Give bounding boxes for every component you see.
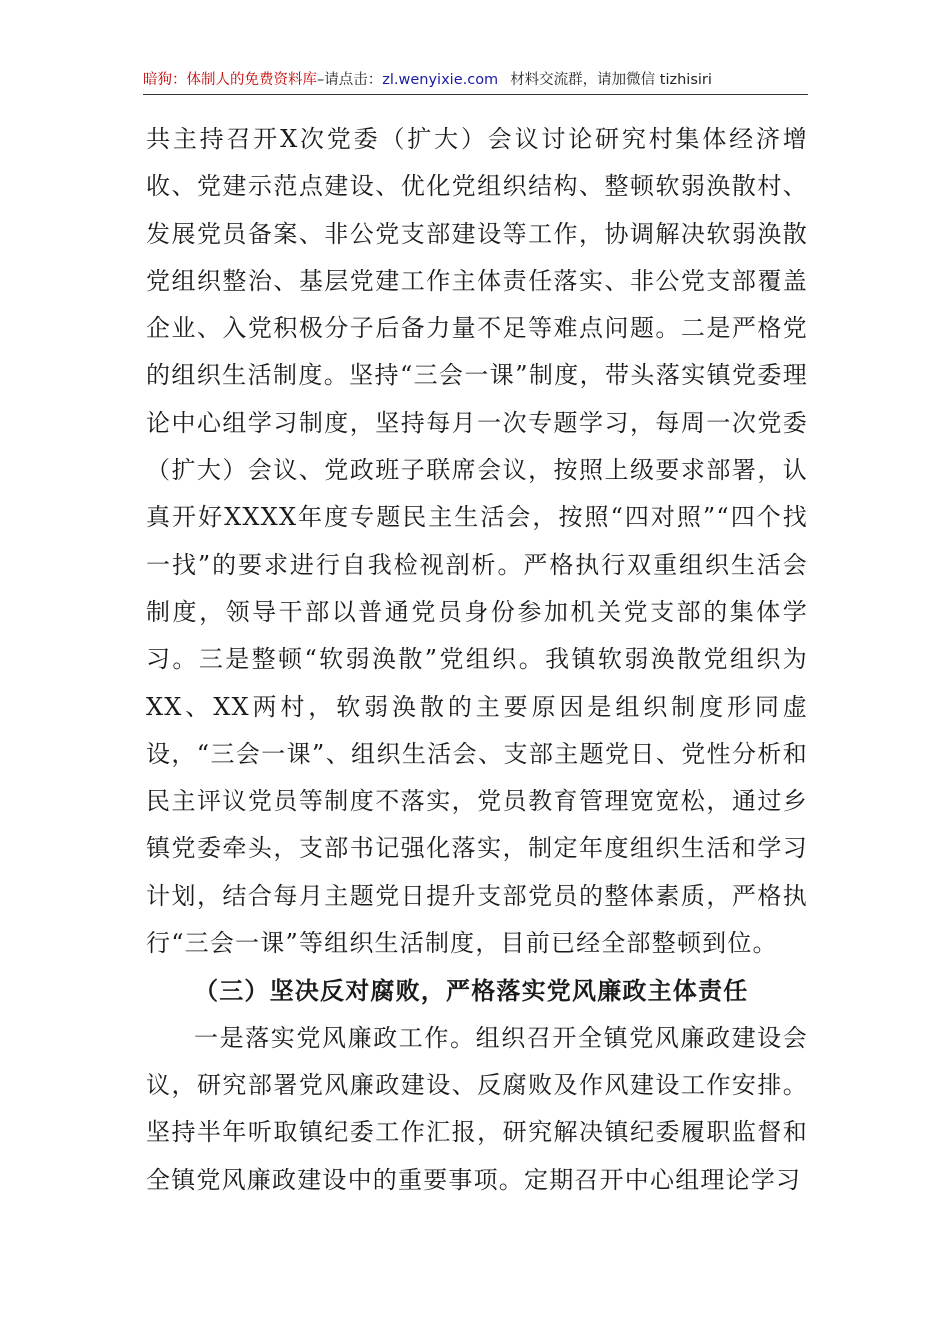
site-url-link[interactable]: zl.wenyixie.com [382, 72, 499, 88]
wechat-note: 材料交流群，请加微信 tizhisiri [510, 72, 712, 88]
site-label: 暗狗：体制人的免费资料库 [143, 72, 317, 88]
body-paragraph: 共主持召开X次党委（扩大）会议讨论研究村集体经济增收、党建示范点建设、优化党组织结构、整顿软弱涣散村、发展党员备案、非公党支部建设等工作，协调解决软弱涣散党组织整治、基层党建工作主体责任落实、非公党支部覆盖企业、入党积极分子后备力量不足等难点问题。二是严格党的组织生活制度。坚持“三会一课”制度，带头落实镇党委理论中心组学习制度，坚持每月一次专题学习，每周一次党委（扩大）会议、党政班子联席会议，按照上级要求部署，认真开好XXXX年度专题民主生活会，按照“四对照”“四个找一找”的要求进行自我检视剖析。严格执行双重组织生活会制度，领导干部以普通党员身份参加机关党支部的集体学习。三是整顿“软弱涣散”党组织。我镇软弱涣散党组织为XX、XX两村，软弱涣散的主要原因是组织制度形同虚设，“三会一课”、组织生活会、支部主题党日、党性分析和民主评议党员等制度不落实，党员教育管理宽宽松，通过乡镇党委牵头，支部书记强化落实，制定年度组织生活和学习计划，结合每月主题党日提升支部党员的整体素质，严格执行“三会一课”等组织生活制度，目前已经全部整顿到位。 [146, 125, 808, 958]
header-divider [143, 94, 808, 95]
click-label: –请点击： [317, 72, 383, 88]
section-heading: （三）坚决反对腐败，严格落实党风廉政主体责任 [194, 976, 749, 1006]
body-paragraph: 一是落实党风廉政工作。组织召开全镇党风廉政建设会议，研究部署党风廉政建设、反腐败及作风建设工作安排。坚持半年听取镇纪委工作汇报，研究解决镇纪委履职监督和全镇党风廉政建设中的重要事项。定期召开中心组理论学习 [146, 1023, 808, 1194]
document-body [146, 116, 808, 1204]
page-header [143, 68, 808, 92]
